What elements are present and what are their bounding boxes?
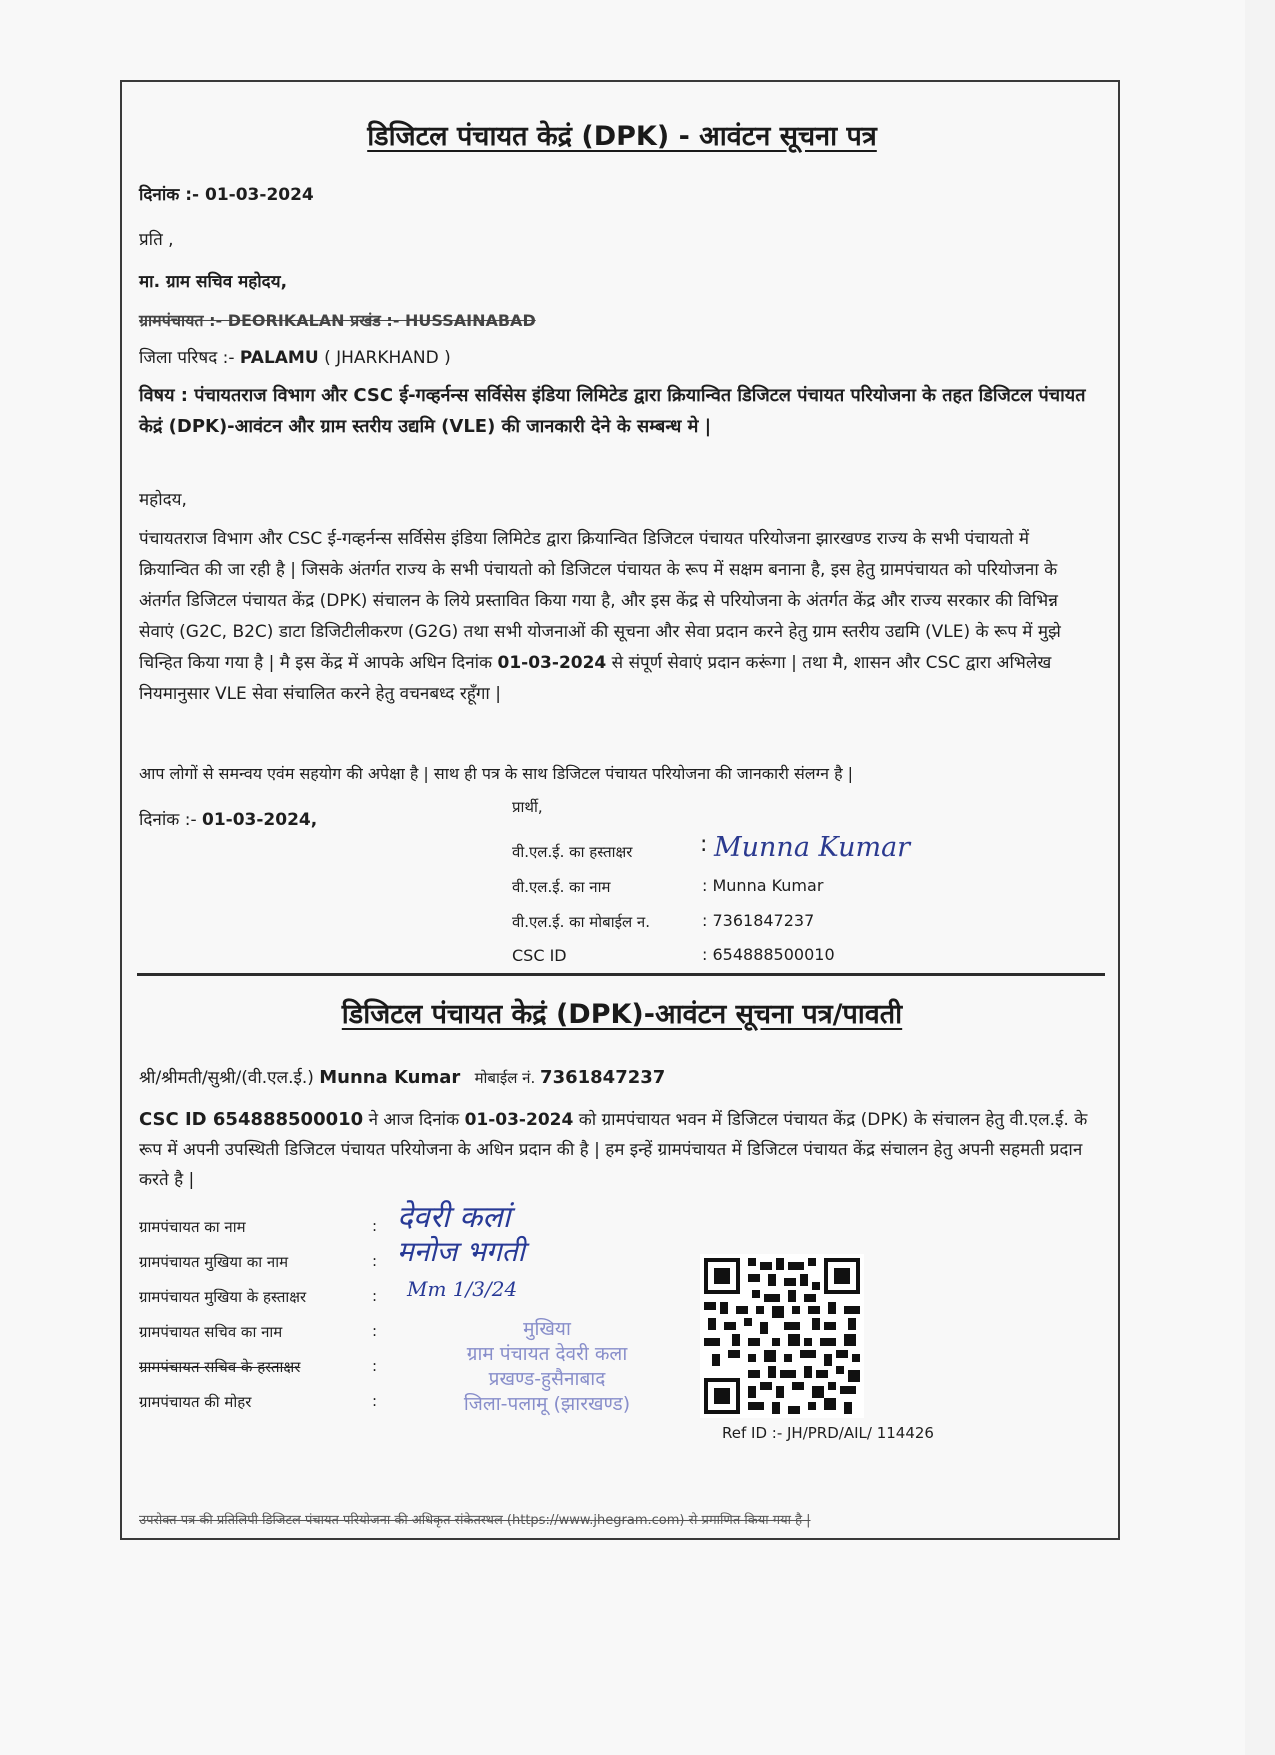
handwritten-mukhiya-signature: Mm 1/3/24 <box>407 1277 518 1301</box>
row-sachiv-name-label: ग्रामपंचायत सचिव का नाम <box>139 1323 283 1341</box>
district-value: PALAMU <box>239 348 319 368</box>
row-colon: : <box>372 1357 378 1375</box>
receipt-text-1: ने आज दिनांक <box>363 1110 465 1130</box>
body-date: 01-03-2024 <box>497 653 607 673</box>
receipt-title: डिजिटल पंचायत केद्रं (DPK)-आवंटन सूचना पत्र/पावती <box>341 999 903 1030</box>
body-paragraph <box>139 524 1094 710</box>
row-panchayat-name-label: ग्रामपंचायत का नाम <box>139 1218 246 1236</box>
row-colon: : <box>372 1217 378 1235</box>
body-text-1: पंचायतराज विभाग और CSC ई-गव्हर्नन्स सर्विसेस इंडिया लिमिटेड द्वारा क्रियान्वित डिजिटल पंचायत परियोजना झारखण्ड राज्य के सभी पंचायतो में क्रियान्वित की जा रही है | जिसके अंतर्गत राज्य के सभी पंचायतो को डिजिटल पंचायत के रूप में सक्षम बनाना है, इस हेतु ग्रामपंचायत को परियोजना के अंतर्गत डिजिटल पंचायत केंद्र (DPK) संचालन के लिये प्रस्तावित किया गया है, और इस केंद्र से परियोजना के अंतर्गत केंद्र और राज्य सरकार की विभिन्न सेवाएं (G2C, B2C) डाटा डिजिटीलीकरण (G2G) तथा सभी योजनाओं की सूचना और सेवा प्रदान करने हेतु ग्राम स्तरीय उद्यमि (VLE) के रूप में मुझे चिन्हित किया गया है | मै इस केंद्र में आपके अधिन दिनांक <box>139 529 1061 673</box>
stamp-line-4: जिला-पलामू (झारखण्ड) <box>463 1393 631 1415</box>
vle-signature-colon: : <box>700 832 708 857</box>
sign-date-value: 01-03-2024, <box>202 810 318 830</box>
vle-mobile-label: वी.एल.ई. का मोबाईल न. <box>512 913 651 931</box>
vle-signature: Munna Kumar <box>714 832 911 863</box>
greeting: महोदय, <box>139 490 187 510</box>
stamp-line-2: ग्राम पंचायत देवरी कला <box>466 1343 628 1365</box>
letter-date: दिनांक :- 01-03-2024 <box>139 185 314 205</box>
row-colon: : <box>372 1287 378 1305</box>
sign-date <box>139 807 317 830</box>
vle-signature-label: वी.एल.ई. का हस्ताक्षर <box>512 843 633 861</box>
district-line <box>139 345 451 368</box>
receipt-person-line <box>139 1065 665 1088</box>
receipt-date: 01-03-2024 <box>464 1110 574 1130</box>
row-mukhiya-name-label: ग्रामपंचायत मुखिया का नाम <box>139 1253 289 1271</box>
person-prefix: श्री/श्रीमती/सुश्री/(वी.एल.ई.) <box>139 1068 320 1088</box>
row-mukhiya-signature-label: ग्रामपंचायत मुखिया के हस्ताक्षर <box>139 1288 307 1306</box>
row-sachiv-signature-label: ग्रामपंचायत सचिव के हस्ताक्षर <box>139 1358 301 1376</box>
sign-date-label: दिनांक :- <box>139 810 202 830</box>
letter-frame <box>120 80 1120 1540</box>
receipt-paragraph <box>139 1105 1099 1195</box>
vle-name-value: : Munna Kumar <box>702 876 824 895</box>
district-label: जिला परिषद :- <box>139 348 240 368</box>
stamp-line-3: प्रखण्ड-हुसैनाबाद <box>488 1368 606 1390</box>
csc-id-label: CSC ID <box>512 946 567 965</box>
mobile-value: 7361847237 <box>540 1067 666 1088</box>
row-colon: : <box>372 1322 378 1340</box>
body-text-2: से संपूर्ण सेवाएं प्रदान करूंगा | तथा मै, शासन और CSC द्वारा अभिलेख नियमानुसार VLE सेवा संचालित करने हेतु वचनबध्द रहूँगा | <box>139 653 1052 704</box>
section-divider <box>137 973 1105 976</box>
row-colon: : <box>372 1252 378 1270</box>
mobile-prefix: मोबाईल नं. <box>460 1069 541 1087</box>
footer-note: उपरोक्त पत्र की प्रतिलिपी डिजिटल पंचायत परियोजना की अधिकृत संकेतस्थल (https://www.jhegram.com) से प्रमाणित किया गया है | <box>139 1513 811 1528</box>
row-colon: : <box>372 1392 378 1410</box>
applicant-label: प्रार्थी, <box>512 798 543 816</box>
qr-code-icon <box>700 1254 864 1418</box>
person-name: Munna Kumar <box>319 1067 461 1088</box>
ref-id: Ref ID :- JH/PRD/AIL/ 114426 <box>722 1424 934 1442</box>
cooperation-line: आप लोगों से समन्वय एवंम सहयोग की अपेक्षा है | साथ ही पत्र के साथ डिजिटल पंचायत परियोजना की जानकारी संलग्न है | <box>139 764 854 783</box>
district-state: ( JHARKHAND ) <box>318 348 451 368</box>
csc-id-value: : 654888500010 <box>702 945 835 964</box>
receipt-text-2: को ग्रामपंचायत भवन में डिजिटल पंचायत केंद्र (DPK) के संचालन हेतु वी.एल.ई. के रूप में अपनी उपस्थिती डिजिटल पंचायत परियोजना के अधिन प्रदान की है | हम इन्हें ग्रामपंचायत में डिजिटल पंचायत केंद्र संचालन हेतु अपनी सहमती प्रदान करते है | <box>139 1110 1088 1190</box>
handwritten-panchayat-name: देवरी कलां <box>397 1200 511 1235</box>
vle-name-label: वी.एल.ई. का नाम <box>512 878 611 896</box>
panchayat-block-line: ग्रामपंचायत :- DEORIKALAN प्रखंड :- HUSSAINABAD <box>139 311 536 330</box>
addressee: मा. ग्राम सचिव महोदय, <box>139 272 288 292</box>
subject-line: विषय : पंचायतराज विभाग और CSC ई-गव्हर्नन्स सर्विसेस इंडिया लिमिटेड द्वारा क्रियान्वित डिजिटल पंचायत परियोजना के तहत डिजिटल पंचायत केद्रं (DPK)-आवंटन और ग्राम स्तरीय उद्यमि (VLE) की जानकारी देने के सम्बन्ध मे | <box>139 385 1086 437</box>
vle-mobile-value: : 7361847237 <box>702 911 815 930</box>
stamp-line-1: मुखिया <box>523 1318 571 1340</box>
handwritten-mukhiya-name: मनोज भगती <box>397 1235 525 1268</box>
letter-title: डिजिटल पंचायत केद्रं (DPK) - आवंटन सूचना पत्र <box>367 121 877 152</box>
receipt-csc-id: CSC ID 654888500010 <box>139 1109 364 1130</box>
panchayat-stamp <box>422 1317 672 1437</box>
prati-text: प्रति , <box>139 230 174 250</box>
row-seal-label: ग्रामपंचायत की मोहर <box>139 1393 252 1411</box>
